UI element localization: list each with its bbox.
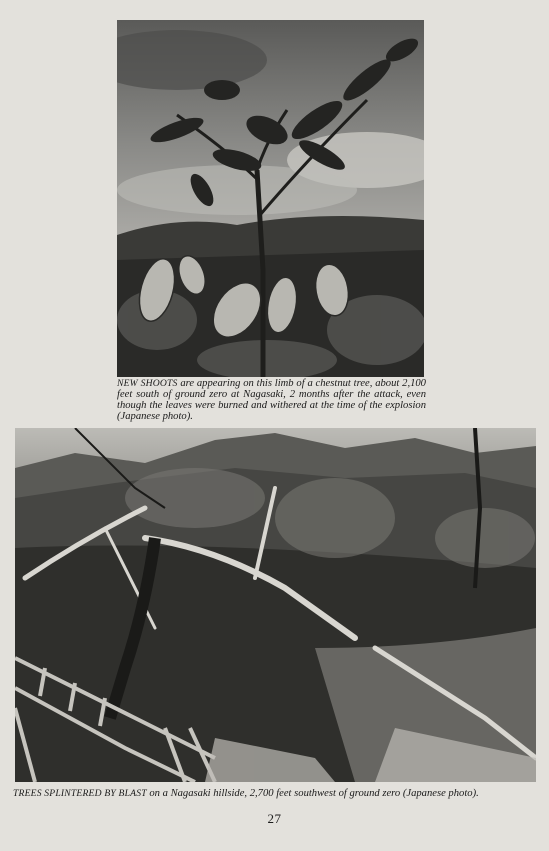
- chestnut-shoot-image: [117, 20, 424, 377]
- splintered-trees-image: [15, 428, 536, 782]
- bottom-photo-caption: [13, 788, 538, 799]
- top-caption-lead: NEW SHOOTS: [117, 378, 178, 389]
- top-caption-body: are appearing on this limb of a chestnut tree, about 2,100 feet south of ground zero at Nagasaki, 2 months after the attack, even though the leaves were burned and withered at the time of the explosion (Japanese photo).: [117, 378, 426, 422]
- bottom-caption-body: on a Nagasaki hillside, 2,700 feet southwest of ground zero (Japanese photo).: [146, 788, 479, 799]
- page-number: 27: [267, 811, 282, 826]
- bottom-caption-lead: TREES SPLINTERED BY BLAST: [13, 788, 147, 799]
- splintered-trees-photo: [15, 428, 536, 782]
- top-photo-caption: [117, 378, 426, 422]
- chestnut-shoot-photo: [117, 20, 424, 377]
